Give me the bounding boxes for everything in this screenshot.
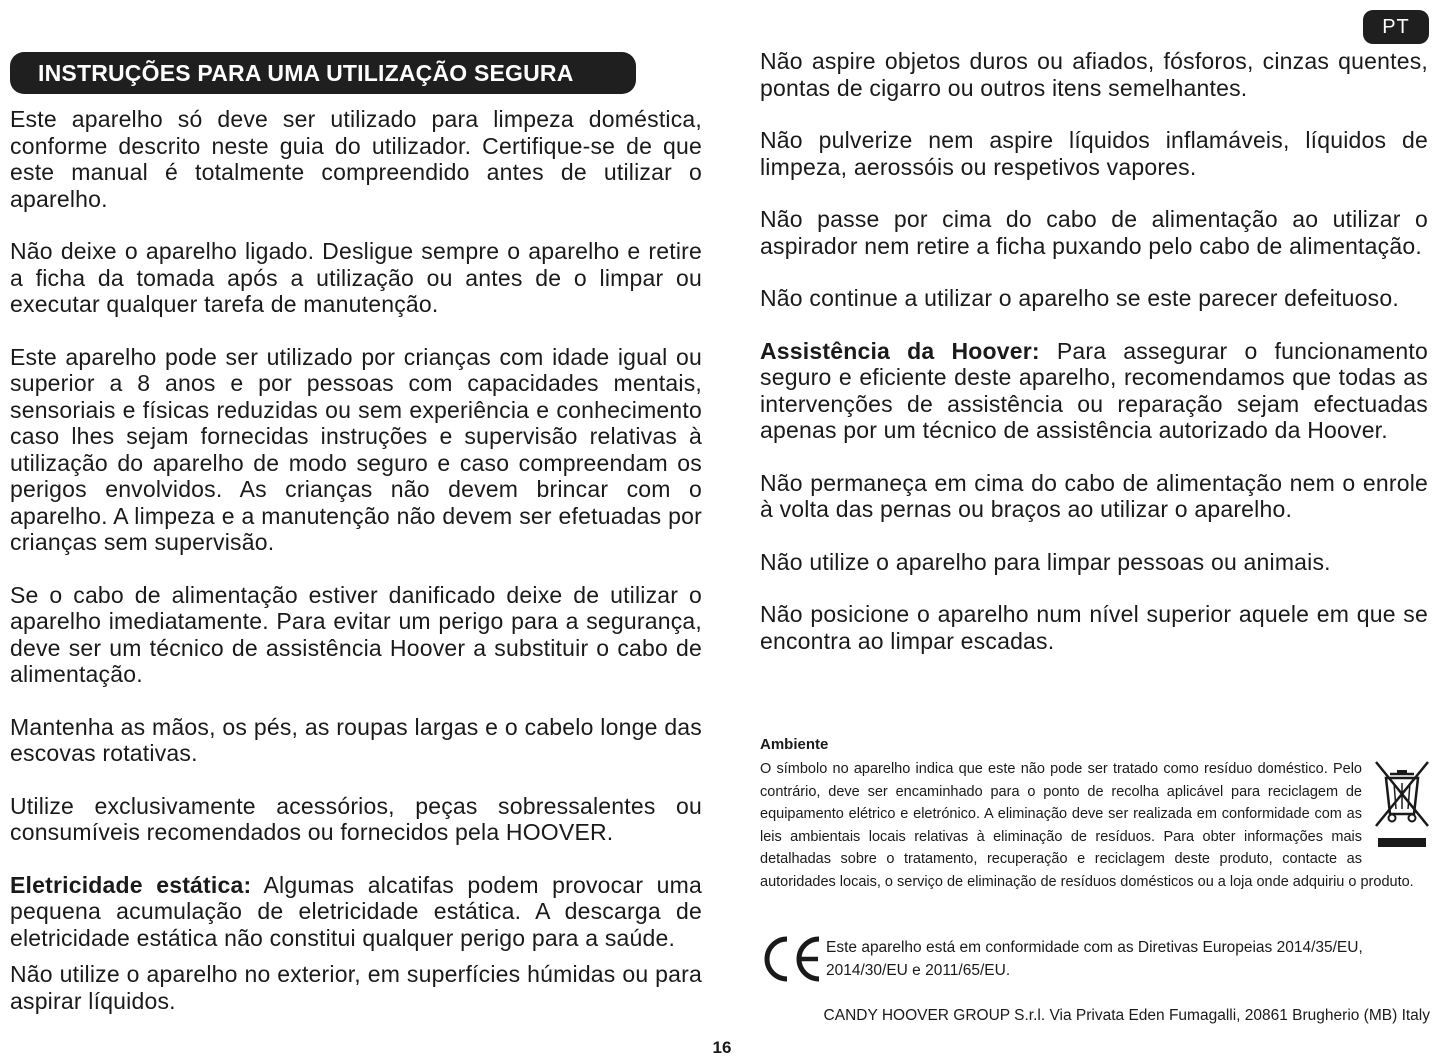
weee-crossed-bin-icon xyxy=(1372,756,1432,850)
right-column xyxy=(760,48,1428,680)
paragraph-flammable-liquids: Não pulverize nem aspire líquidos inflamáveis, líquidos de limpeza, aerossóis ou respetivos vapores. xyxy=(760,127,1428,180)
paragraph-static-electricity xyxy=(10,872,702,952)
static-electricity-label: Eletricidade estática: xyxy=(10,871,252,898)
hoover-service-label: Assistência da Hoover: xyxy=(760,337,1040,364)
paragraph-defective: Não continue a utilizar o aparelho se este parecer defeituoso. xyxy=(760,285,1399,311)
left-column xyxy=(10,106,702,1040)
paragraph-outdoor-use: Não utilize o aparelho no exterior, em superfícies húmidas ou para aspirar líquidos. xyxy=(10,961,702,1014)
paragraph-domestic-use: Este aparelho só deve ser utilizado para limpeza doméstica, conforme descrito neste guia do utilizador. Certifique-se de que este manual é totalmente compreendido antes de utilizar o aparelho. xyxy=(10,106,702,212)
section-title: INSTRUÇÕES PARA UMA UTILIZAÇÃO SEGURA xyxy=(10,52,636,94)
paragraph-hoover-service xyxy=(760,338,1428,444)
ce-mark-icon xyxy=(760,934,824,984)
paragraph-hard-objects: Não aspire objetos duros ou afiados, fósforos, cinzas quentes, pontas de cigarro ou outros itens semelhantes. xyxy=(760,48,1428,101)
ce-compliance-text: Este aparelho está em conformidade com as Diretivas Europeias 2014/35/EU, 2014/30/EU e 2011/65/EU. xyxy=(826,939,1363,979)
paragraph-stand-on-cable: Não permaneça em cima do cabo de alimentação nem o enrole à volta das pernas ou braços ao utilizar o aparelho. xyxy=(760,469,1428,522)
manufacturer-address: CANDY HOOVER GROUP S.r.l. Via Privata Eden Fumagalli, 20861 Brugherio (MB) Italy xyxy=(823,1007,1430,1024)
environment-section xyxy=(760,736,1430,894)
paragraph-damaged-cable: Se o cabo de alimentação estiver danificado deixe de utilizar o aparelho imediatamente. Para evitar um perigo para a segurança, deve ser um técnico de assistência Hoover a substituir o cabo de alimentação. xyxy=(10,581,702,687)
ce-compliance xyxy=(760,932,1430,984)
paragraph-unplug: Não deixe o aparelho ligado. Desligue sempre o aparelho e retire a ficha da tomada após a utilização ou antes de o limpar ou executar qualquer tarefa de manutenção. xyxy=(10,238,702,317)
paragraph-stairs: Não posicione o aparelho num nível superior aquele em que se encontra ao limpar escadas. xyxy=(760,601,1428,654)
page-number: 16 xyxy=(712,1038,732,1057)
paragraph-children: Este aparelho pode ser utilizado por crianças com idade igual ou superior a 8 anos e por pessoas com capacidades mentais, sensoriais e físicas reduzidas ou sem experiência e conhecimento caso lhes sejam fornecidas instruções e supervisão relativas à utilização do aparelho de modo seguro e caso compreendam os perigos envolvidos. As crianças não devem brincar com o aparelho. A limpeza e a manutenção não devem ser efetuadas por crianças sem supervisão. xyxy=(10,343,702,555)
paragraph-people-animals: Não utilize o aparelho para limpar pessoas ou animais. xyxy=(760,548,1331,575)
paragraph-cable-handling: Não passe por cima do cabo de alimentação ao utilizar o aspirador nem retire a ficha puxando pelo cabo de alimentação. xyxy=(760,206,1428,259)
language-badge: PT xyxy=(1363,10,1429,44)
hoover-service-text: Para assegurar o funcionamento seguro e eficiente deste aparelho, recomendamos que todas as intervenções de assistência ou reparação sejam efectuadas apenas por um técnico de assistência autorizado da Hoover. xyxy=(760,337,1428,443)
static-electricity-text: Algumas alcatifas podem provocar uma pequena acumulação de eletricidade estática. A descarga de eletricidade estática não constitui qualquer perigo para a saúde. xyxy=(10,871,702,951)
environment-text: O símbolo no aparelho indica que este não pode ser tratado como resíduo doméstico. Pelo contrário, deve ser encaminhado para o ponto de recolha aplicável para reciclagem de equipamento elétrico e eletrónico. A eliminação deve ser realizada em conformidade com as leis ambientais locais relativas à eliminação de resíduos. Para obter informações mais detalhadas sobre o tratamento, recuperação e reciclagem deste produto, contacte as autoridades locais, o serviço de eliminação de resíduos domésticos ou a loja onde adquiriu o produto. xyxy=(760,761,1414,890)
paragraph-rotating-brushes: Mantenha as mãos, os pés, as roupas largas e o cabelo longe das escovas rotativas. xyxy=(10,713,702,766)
paragraph-accessories: Utilize exclusivamente acessórios, peças sobressalentes ou consumíveis recomendados ou fornecidos pela HOOVER. xyxy=(10,792,702,845)
environment-title: Ambiente xyxy=(760,736,829,753)
